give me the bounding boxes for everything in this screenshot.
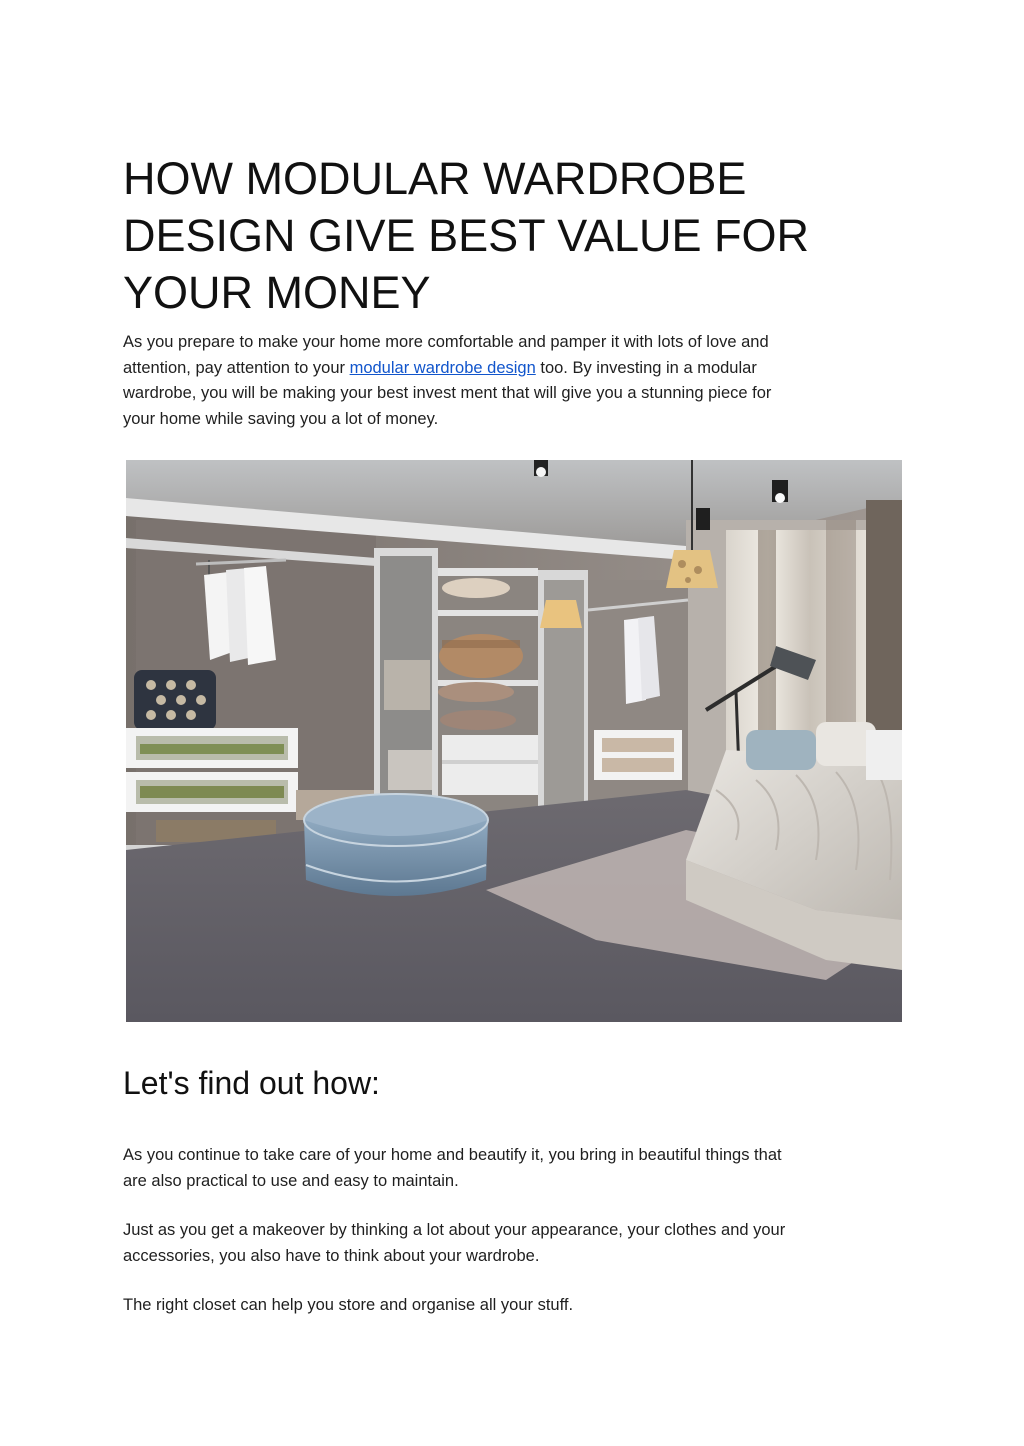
title-line-2: DESIGN GIVE BEST VALUE FOR [123, 210, 810, 261]
intro-line-2 [123, 356, 771, 382]
intro-paragraph [123, 330, 771, 432]
intro-line-2-after: too. By investing in a modular [535, 358, 757, 377]
paragraph-2-line-1: Just as you get a makeover by thinking a lot about your appearance, your clothes and your [123, 1221, 786, 1239]
paragraph-1 [123, 1143, 782, 1194]
title-line-1: HOW MODULAR WARDROBE [123, 153, 747, 204]
intro-line-3: wardrobe, you will be making your best invest ment that will give you a stunning piece for [123, 384, 772, 402]
intro-line-4: your home while saving you a lot of money. [123, 409, 439, 428]
paragraph-1-line-2: are also practical to use and easy to maintain. [123, 1171, 459, 1190]
wardrobe-bedroom-photo [126, 460, 902, 1022]
page-title [123, 150, 883, 321]
paragraph-3-line-1: The right closet can help you store and organise all your stuff. [123, 1296, 574, 1314]
paragraph-2 [123, 1218, 785, 1269]
intro-line-1: As you prepare to make your home more comfortable and pamper it with lots of love and [123, 333, 769, 351]
paragraph-1-line-1: As you continue to take care of your home and beautify it, you bring in beautiful things that [123, 1146, 782, 1164]
paragraph-3 [123, 1293, 573, 1319]
intro-line-2-before: attention, pay attention to your [123, 358, 350, 377]
modular-wardrobe-design-link[interactable]: modular wardrobe design [349, 358, 536, 377]
section-heading: Let's find out how: [123, 1065, 380, 1101]
paragraph-2-line-2: accessories, you also have to think about your wardrobe. [123, 1246, 540, 1265]
title-line-3: YOUR MONEY [123, 267, 431, 318]
